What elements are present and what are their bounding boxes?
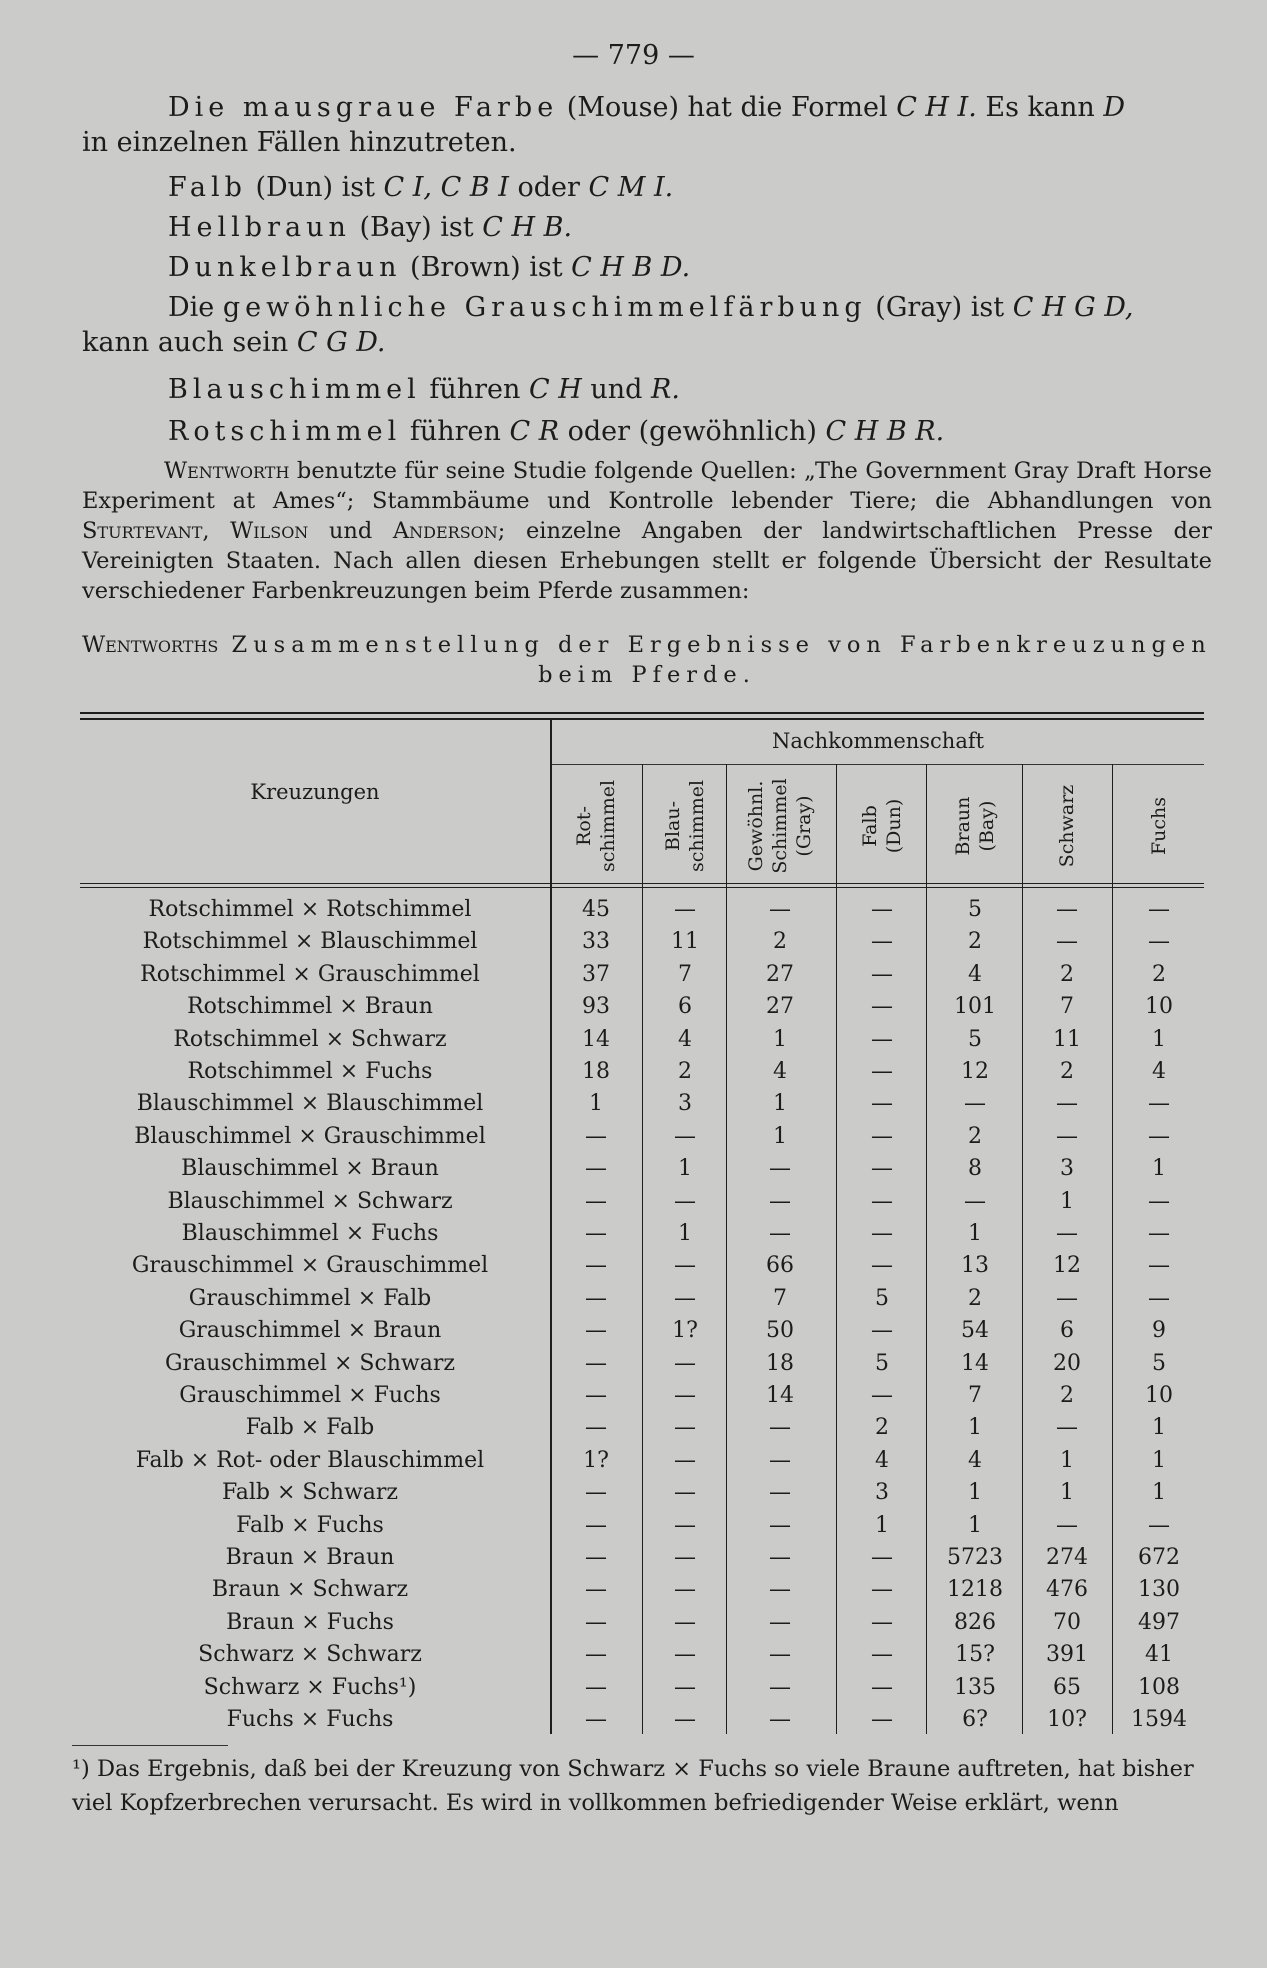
cross-label: Rotschimmel × Rotschimmel xyxy=(148,897,472,922)
table-cell: 1 xyxy=(678,1221,692,1246)
table-cell: — xyxy=(585,1545,607,1570)
table-cell: — xyxy=(871,994,893,1020)
author-wentworth: Wentworth xyxy=(164,458,290,484)
paragraph-mouse: Die mausgraue Farbe (Mouse) hat die Formel C H I. Es kann D in einzelnen Fällen hinzutreten. xyxy=(82,92,1126,158)
table-row xyxy=(80,1186,1204,1218)
table-cell: — xyxy=(674,1383,696,1408)
table-row xyxy=(80,1218,1204,1250)
cross-label: Grauschimmel × Falb xyxy=(188,1285,432,1311)
table-row xyxy=(80,1283,1204,1315)
term-mouse: Die mausgraue Farbe xyxy=(168,92,559,123)
table-cell: — xyxy=(871,1123,893,1149)
table-cell: 4 xyxy=(968,1447,982,1473)
cross-label: Grauschimmel × Grauschimmel xyxy=(131,1253,489,1279)
table-cell: 45 xyxy=(582,897,610,922)
table-cell: 1218 xyxy=(947,1577,1003,1603)
table-cell: — xyxy=(871,929,893,955)
table-cell: 1 xyxy=(773,1091,787,1117)
footnote: ¹) Das Ergebnis, daß bei der Kreuzung von Schwarz × Fuchs so viele Braune auftreten, hat bisher viel Kopfzerbrechen verursacht. Es wird in vollkommen befriedigender Weise erklärt, wenn xyxy=(72,1756,1194,1816)
column-header-line: schimmel xyxy=(686,779,708,873)
table-cell: 101 xyxy=(954,994,996,1020)
table-cell: — xyxy=(1056,929,1078,955)
table-cell: 5 xyxy=(968,1026,982,1052)
cross-label: Braun × Fuchs xyxy=(226,1609,394,1635)
table-cell: 5 xyxy=(875,1285,889,1311)
column-header xyxy=(856,776,908,876)
table-cell: 7 xyxy=(773,1285,787,1311)
table-row xyxy=(80,926,1204,958)
table-cell: — xyxy=(871,897,893,922)
cross-label: Blauschimmel × Grauschimmel xyxy=(134,1123,486,1149)
table-cell: 18 xyxy=(582,1059,610,1084)
table-cell: 1 xyxy=(968,1415,982,1441)
table-cell: — xyxy=(769,1447,791,1473)
table-cell: — xyxy=(871,1383,893,1408)
table-cell: 2 xyxy=(678,1059,692,1084)
term-dun: Falb xyxy=(168,172,247,203)
table-cell: — xyxy=(1148,1512,1170,1538)
table-cell: — xyxy=(871,1318,893,1344)
table-row xyxy=(80,1348,1204,1380)
table-cell: — xyxy=(585,1415,607,1441)
term-bay: Hellbraun xyxy=(168,212,351,243)
table-cell: 4 xyxy=(773,1059,787,1084)
table-cell: 13 xyxy=(961,1253,989,1279)
table-cell: 50 xyxy=(766,1318,794,1344)
table-row xyxy=(80,1380,1204,1412)
table-cell: — xyxy=(871,1577,893,1603)
cross-label: Schwarz × Fuchs¹) xyxy=(203,1674,417,1700)
table-cell: 274 xyxy=(1046,1545,1088,1570)
table-cell: 70 xyxy=(1053,1609,1081,1635)
table-caption: Wentworths Zusammenstellung der Ergebnisse von Farbenkreuzungen beim Pferde. xyxy=(82,632,1212,688)
table-cell: 2 xyxy=(773,929,787,955)
table-cell: — xyxy=(1148,1253,1170,1279)
table-cell: — xyxy=(674,1642,696,1668)
table-cell: — xyxy=(964,1188,986,1214)
table-cell: — xyxy=(674,897,696,922)
table-cell: — xyxy=(1148,929,1170,955)
table-cell: 66 xyxy=(766,1253,794,1279)
table-cell: — xyxy=(1056,1415,1078,1441)
column-header xyxy=(659,776,711,876)
table-cell: — xyxy=(1056,1091,1078,1117)
column-header-line: schimmel xyxy=(597,779,619,873)
paragraph-dun: Falb (Dun) ist C I, C B I oder C M I. xyxy=(168,172,674,203)
author-wilson: Wilson xyxy=(230,518,309,544)
table-cell: 15? xyxy=(955,1642,995,1668)
table-row xyxy=(80,1088,1204,1120)
table-cell: — xyxy=(769,1609,791,1635)
table-cell: — xyxy=(871,1188,893,1214)
paragraph-bay: Hellbraun (Bay) ist C H B. xyxy=(168,212,573,243)
table-cell: 1 xyxy=(678,1156,692,1182)
table-cell: 1 xyxy=(1152,1480,1166,1506)
table-cell: — xyxy=(585,1512,607,1538)
table-cell: — xyxy=(585,1318,607,1344)
table-row xyxy=(80,1477,1204,1509)
table-cell: — xyxy=(769,1512,791,1538)
cross-label: Rotschimmel × Schwarz xyxy=(173,1026,447,1052)
footnote-rule xyxy=(72,1745,228,1746)
table-cell: — xyxy=(674,1253,696,1279)
cross-label: Fuchs × Fuchs xyxy=(226,1707,394,1732)
row-header: Kreuzungen xyxy=(250,780,380,804)
table-cell: — xyxy=(1056,1285,1078,1311)
table-row xyxy=(80,1056,1204,1088)
table-cell: 1 xyxy=(1060,1447,1074,1473)
cross-label: Rotschimmel × Braun xyxy=(187,994,433,1020)
table-cell: — xyxy=(674,1545,696,1570)
table-row xyxy=(80,1024,1204,1056)
table-cell: 10 xyxy=(1145,1383,1173,1408)
table-cell: — xyxy=(1148,1221,1170,1246)
table-cell: 2 xyxy=(968,1285,982,1311)
table-cell: — xyxy=(674,1707,696,1732)
table-cell: — xyxy=(871,1221,893,1246)
table-cell: 1 xyxy=(1152,1026,1166,1052)
column-header-line: Braun xyxy=(952,796,974,856)
table-cell: — xyxy=(674,1285,696,1311)
table-row xyxy=(80,991,1204,1023)
table-cell: — xyxy=(674,1609,696,1635)
table-cell: 8 xyxy=(968,1156,982,1182)
table-row xyxy=(80,1250,1204,1282)
table-cell: — xyxy=(769,1674,791,1700)
table-cell: — xyxy=(1056,1221,1078,1246)
table-cell: 10? xyxy=(1047,1707,1087,1732)
group-header: Nachkommenschaft xyxy=(771,729,985,753)
table-row xyxy=(80,1445,1204,1477)
table-cell: 391 xyxy=(1046,1642,1088,1668)
table-cell: — xyxy=(585,1350,607,1376)
table-cell: — xyxy=(1056,1123,1078,1149)
table-cell: 7 xyxy=(1060,994,1074,1020)
table-row xyxy=(80,1672,1204,1704)
table-cell: — xyxy=(769,1156,791,1182)
table-cell: — xyxy=(1148,1123,1170,1149)
column-header-line: Schimmel xyxy=(769,778,791,874)
table-cell: — xyxy=(871,1026,893,1052)
table-cell: — xyxy=(585,1577,607,1603)
table-cell: — xyxy=(871,1253,893,1279)
author-anderson: Anderson xyxy=(392,518,498,544)
paragraph-blue: Blauschimmel führen C H und R. xyxy=(168,374,680,405)
table-cell: 33 xyxy=(582,929,610,955)
table-cell: — xyxy=(674,1512,696,1538)
table-cell: — xyxy=(769,1545,791,1570)
cross-label: Blauschimmel × Schwarz xyxy=(167,1188,453,1214)
table-cell: — xyxy=(871,1674,893,1700)
table-cell: 14 xyxy=(961,1350,989,1376)
table-row xyxy=(80,1639,1204,1671)
column-header xyxy=(949,776,1001,876)
table-cell: 4 xyxy=(1152,1059,1166,1084)
table-cell: — xyxy=(674,1447,696,1473)
table-cell: — xyxy=(674,1188,696,1214)
table-cell: — xyxy=(674,1480,696,1506)
table-cell: — xyxy=(585,1480,607,1506)
column-header-line: Falb xyxy=(859,805,881,847)
table-cell: 18 xyxy=(766,1350,794,1376)
table-cell: 497 xyxy=(1138,1609,1180,1635)
table-cell: 12 xyxy=(1053,1253,1081,1279)
column-header-line: (Bay) xyxy=(976,800,998,852)
term-brown: Dunkelbraun xyxy=(168,252,402,283)
table-cell: 826 xyxy=(954,1609,996,1635)
table-cell: 6 xyxy=(1060,1318,1074,1344)
table-cell: — xyxy=(871,1091,893,1117)
term-gray: gewöhnliche Grauschimmelfärbung xyxy=(222,292,867,323)
table-cell: 10 xyxy=(1145,994,1173,1020)
table-cell: 1 xyxy=(589,1091,603,1117)
table-cell: — xyxy=(769,1577,791,1603)
column-header xyxy=(1133,776,1185,876)
table-cell: 9 xyxy=(1152,1318,1166,1344)
table-cell: 130 xyxy=(1138,1577,1180,1603)
table-cell: 1 xyxy=(968,1480,982,1506)
paragraph-gray: Die gewöhnliche Grauschimmelfärbung (Gray) ist C H G D, kann auch sein C G D. xyxy=(82,292,1134,358)
table-cell: 5 xyxy=(968,897,982,922)
table-cell: — xyxy=(769,1188,791,1214)
table-cell: — xyxy=(585,1188,607,1214)
table-cell: — xyxy=(871,961,893,987)
table-cell: 5 xyxy=(1152,1350,1166,1376)
cross-label: Blauschimmel × Blauschimmel xyxy=(136,1091,484,1117)
table-cell: — xyxy=(674,1577,696,1603)
table-row xyxy=(80,1607,1204,1639)
table-cell: — xyxy=(1148,897,1170,922)
table-cell: — xyxy=(769,1642,791,1668)
author-sturtevant: Sturtevant xyxy=(82,518,203,544)
table-cell: — xyxy=(769,1707,791,1732)
cross-label: Braun × Braun xyxy=(225,1545,395,1570)
table-cell: 1594 xyxy=(1131,1707,1187,1732)
table-cell: 1? xyxy=(672,1318,698,1344)
table-cell: 4 xyxy=(875,1447,889,1473)
paragraph-sources: Wentworth benutzte für seine Studie folgende Quellen: „The Government Gray Draft Horse Experiment at Ames“; Stammbäume und Kontrolle lebender Tiere; die Abhandlungen von Sturtevant, Wilson und Anderson; einzelne Angaben der landwirtschaftlichen Presse der Vereinigten Staaten. Nach allen diesen Erhebungen stellt er folgende Übersicht der Resultate verschiedener Farbenkreuzungen beim Pferde zusammen: xyxy=(82,458,1212,604)
table-cell: 5723 xyxy=(947,1545,1003,1570)
cross-label: Blauschimmel × Braun xyxy=(181,1156,439,1182)
column-header-line: Gewöhnl. xyxy=(745,780,767,872)
table-cell: 6? xyxy=(962,1707,988,1732)
table-cell: 2 xyxy=(1060,961,1074,987)
table-cell: 93 xyxy=(582,994,610,1020)
table-cell: — xyxy=(871,1609,893,1635)
term-blue: Blauschimmel xyxy=(168,374,421,405)
column-header-line: Fuchs xyxy=(1148,796,1170,856)
table-cell: — xyxy=(674,1123,696,1149)
table-cell: 2 xyxy=(1152,961,1166,987)
cross-label: Grauschimmel × Braun xyxy=(178,1318,442,1344)
group-header-rule xyxy=(552,764,1204,765)
cross-label: Falb × Schwarz xyxy=(221,1480,399,1506)
table-cell: — xyxy=(871,1707,893,1732)
table-cell: 108 xyxy=(1138,1674,1180,1700)
table-cell: 12 xyxy=(961,1059,989,1084)
cross-label: Blauschimmel × Fuchs xyxy=(181,1221,439,1246)
column-header-line: (Dun) xyxy=(883,798,905,854)
table-row xyxy=(80,1315,1204,1347)
table-cell: 6 xyxy=(678,994,692,1020)
cross-label: Rotschimmel × Blauschimmel xyxy=(142,929,478,955)
column-header xyxy=(570,776,622,876)
table-cell: 1 xyxy=(968,1512,982,1538)
table-cell: — xyxy=(585,1123,607,1149)
table-cell: — xyxy=(585,1707,607,1732)
table-row xyxy=(80,1704,1204,1736)
table-cell: — xyxy=(964,1091,986,1117)
table-row xyxy=(80,1542,1204,1574)
table-cell: — xyxy=(585,1609,607,1635)
table-cell: — xyxy=(674,1415,696,1441)
table-cell: 476 xyxy=(1046,1577,1088,1603)
cross-label: Falb × Rot- oder Blauschimmel xyxy=(135,1447,485,1473)
page-number: — 779 — xyxy=(572,40,695,71)
table-cell: 27 xyxy=(766,994,794,1020)
table-cell: 11 xyxy=(671,929,699,955)
cross-label: Grauschimmel × Fuchs xyxy=(179,1383,441,1408)
table-cell: — xyxy=(769,1221,791,1246)
column-header xyxy=(745,776,815,876)
table-cell: 3 xyxy=(678,1091,692,1117)
cross-label: Rotschimmel × Fuchs xyxy=(187,1059,433,1084)
table-cell: 7 xyxy=(678,961,692,987)
paragraph-red: Rotschimmel führen C R oder (gewöhnlich) C H B R. xyxy=(168,416,945,447)
table-cell: 1 xyxy=(875,1512,889,1538)
table-cell: 672 xyxy=(1138,1545,1180,1570)
table-cell: 4 xyxy=(968,961,982,987)
table-cell: 2 xyxy=(875,1415,889,1441)
table-cell: 2 xyxy=(1060,1383,1074,1408)
table-cell: 2 xyxy=(968,929,982,955)
table-cell: 1 xyxy=(1060,1188,1074,1214)
table-row xyxy=(80,1153,1204,1185)
term-red: Rotschimmel xyxy=(168,416,402,447)
table-cell: 65 xyxy=(1053,1674,1081,1700)
table-cell: 11 xyxy=(1053,1026,1081,1052)
table-cell: — xyxy=(769,1480,791,1506)
table-row xyxy=(80,1510,1204,1542)
table-cell: — xyxy=(585,1285,607,1311)
caption-author: Wentworths xyxy=(82,632,219,658)
table-cell: 27 xyxy=(766,961,794,987)
table-row xyxy=(80,894,1204,926)
table-cell: 1 xyxy=(1152,1156,1166,1182)
table-cell: 41 xyxy=(1145,1642,1173,1668)
table-row xyxy=(80,1412,1204,1444)
table-row xyxy=(80,1121,1204,1153)
cross-label: Schwarz × Schwarz xyxy=(198,1642,422,1668)
table-cell: — xyxy=(871,1545,893,1570)
table-cell: — xyxy=(1056,1512,1078,1538)
table-cell: — xyxy=(585,1156,607,1182)
table-top-rule-2 xyxy=(80,718,1204,720)
table-cell: — xyxy=(674,1350,696,1376)
column-header-line: Blau- xyxy=(662,800,684,852)
table-cell: 1? xyxy=(583,1447,609,1473)
table-cell: — xyxy=(585,1642,607,1668)
table-cell: 135 xyxy=(954,1674,996,1700)
table-cell: — xyxy=(585,1383,607,1408)
table-cell: — xyxy=(769,1415,791,1441)
table-cell: 1 xyxy=(1152,1415,1166,1441)
table-cell: 3 xyxy=(1060,1156,1074,1182)
column-header-line: Rot- xyxy=(573,806,595,846)
table-cell: — xyxy=(769,897,791,922)
column-header-line: Schwarz xyxy=(1056,784,1078,868)
table-cell: 37 xyxy=(582,961,610,987)
table-cell: — xyxy=(585,1674,607,1700)
table-row xyxy=(80,959,1204,991)
table-cell: 1 xyxy=(773,1026,787,1052)
table-cell: — xyxy=(585,1221,607,1246)
column-header xyxy=(1041,776,1093,876)
table-cell: — xyxy=(1148,1091,1170,1117)
table-cell: 7 xyxy=(968,1383,982,1408)
table-cell: 1 xyxy=(1152,1447,1166,1473)
table-cell: 1 xyxy=(968,1221,982,1246)
table-cell: 1 xyxy=(773,1123,787,1149)
cross-label: Braun × Schwarz xyxy=(211,1577,409,1603)
table-cell: 14 xyxy=(766,1383,794,1408)
table-row xyxy=(80,1574,1204,1606)
cross-label: Falb × Falb xyxy=(245,1415,375,1441)
table-cell: 2 xyxy=(968,1123,982,1149)
cross-label: Rotschimmel × Grauschimmel xyxy=(140,961,480,987)
table-cell: — xyxy=(1148,1188,1170,1214)
table-cell: — xyxy=(1148,1285,1170,1311)
table-cell: 3 xyxy=(875,1480,889,1506)
table-cell: 4 xyxy=(678,1026,692,1052)
table-cell: — xyxy=(674,1674,696,1700)
table-cell: — xyxy=(871,1156,893,1182)
table-cell: 2 xyxy=(1060,1059,1074,1084)
table-cell: — xyxy=(1056,897,1078,922)
table-cell: 1 xyxy=(1060,1480,1074,1506)
table-top-rule xyxy=(80,712,1204,714)
cross-label: Falb × Fuchs xyxy=(236,1512,384,1538)
table-cell: — xyxy=(871,1059,893,1084)
table-cell: 20 xyxy=(1053,1350,1081,1376)
column-header-line: (Gray) xyxy=(793,795,815,857)
paragraph-brown: Dunkelbraun (Brown) ist C H B D. xyxy=(168,252,691,283)
table-cell: 54 xyxy=(961,1318,989,1344)
table-cell: — xyxy=(585,1253,607,1279)
table-cell: 14 xyxy=(582,1026,610,1052)
table-cell: 5 xyxy=(875,1350,889,1376)
table-cell: — xyxy=(871,1642,893,1668)
cross-label: Grauschimmel × Schwarz xyxy=(164,1350,455,1376)
